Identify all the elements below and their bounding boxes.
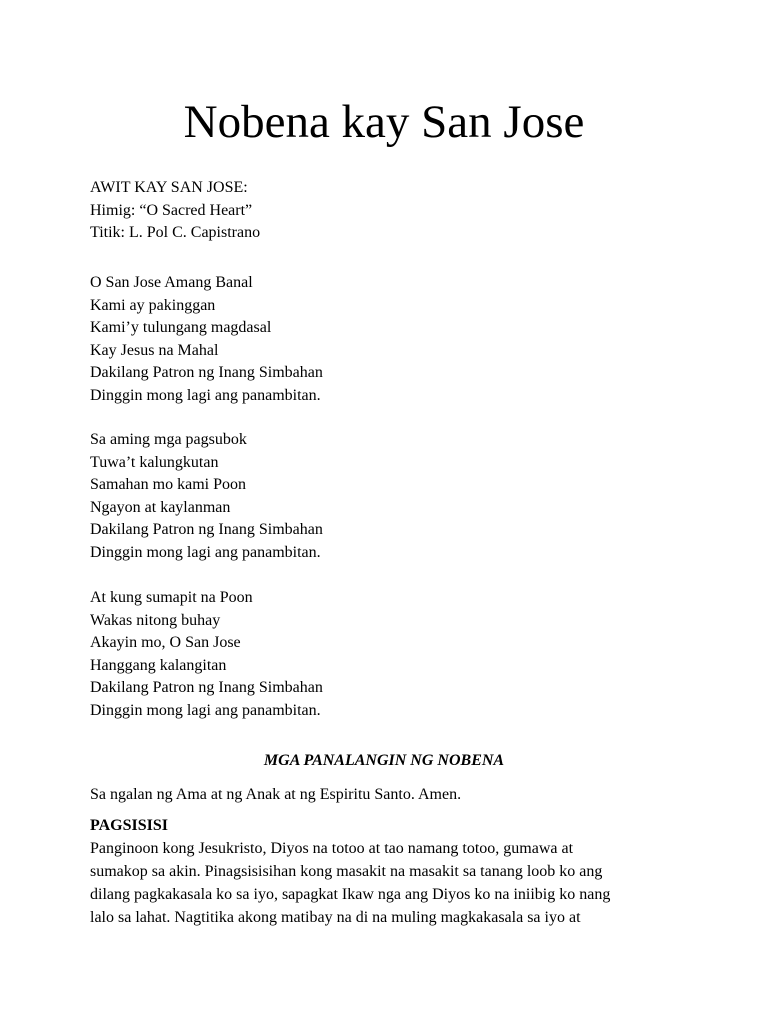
prayer-line: lalo sa lahat. Nagtitika akong matibay na di na muling magkakasala sa iyo at	[90, 909, 581, 926]
stanza-1	[90, 272, 323, 407]
stanza-line: O San Jose Amang Banal	[90, 274, 253, 291]
stanza-line: Sa aming mga pagsubok	[90, 431, 247, 448]
prayer-paragraph	[90, 837, 610, 929]
stanza-line: Tuwa’t kalungkutan	[90, 453, 219, 471]
stanza-3	[90, 587, 323, 722]
stanza-line: Dinggin mong lagi ang panambitan.	[90, 543, 321, 561]
stanza-line: Kami’y tulungang magdasal	[90, 319, 272, 336]
stanza-line: Dakilang Patron ng Inang Simbahan	[90, 521, 323, 538]
invocation-text: Sa ngalan ng Ama at ng Anak at ng Espiritu Santo. Amen.	[90, 786, 462, 803]
page-title: Nobena kay San Jose	[183, 96, 585, 148]
stanza-line: Wakas nitong buhay	[90, 611, 221, 629]
song-header-line: AWIT KAY SAN JOSE:	[90, 179, 248, 196]
prayer-line: Panginoon kong Jesukristo, Diyos na totoo at tao namang totoo, gumawa at	[90, 840, 574, 857]
song-header	[90, 177, 260, 245]
stanza-line: Hanggang kalangitan	[90, 656, 227, 674]
stanza-line: Dinggin mong lagi ang panambitan.	[90, 386, 321, 404]
stanza-line: Kay Jesus na Mahal	[90, 341, 219, 359]
stanza-line: At kung sumapit na Poon	[90, 589, 253, 606]
stanza-line: Ngayon at kaylanman	[90, 498, 231, 516]
stanza-line: Dakilang Patron ng Inang Simbahan	[90, 364, 323, 381]
prayer-line: sumakop sa akin. Pinagsisisihan kong masakit na masakit sa tanang loob ko ang	[90, 863, 603, 880]
stanza-line: Dinggin mong lagi ang panambitan.	[90, 701, 321, 719]
subheading-pagsisisi: PAGSISISI	[90, 817, 168, 834]
stanza-2	[90, 429, 323, 564]
section-title: MGA PANALANGIN NG NOBENA	[263, 752, 505, 769]
song-header-line: Titik: L. Pol C. Capistrano	[90, 224, 261, 241]
stanza-line: Akayin mo, O San Jose	[90, 634, 241, 651]
stanza-line: Kami ay pakinggan	[90, 296, 216, 314]
stanza-line: Dakilang Patron ng Inang Simbahan	[90, 679, 323, 696]
prayer-line: dilang pagkakasala ko sa iyo, sapagkat Ikaw nga ang Diyos ko na iniibig ko nang	[90, 886, 611, 903]
stanza-line: Samahan mo kami Poon	[90, 476, 246, 493]
song-header-line: Himig: “O Sacred Heart”	[90, 201, 253, 219]
